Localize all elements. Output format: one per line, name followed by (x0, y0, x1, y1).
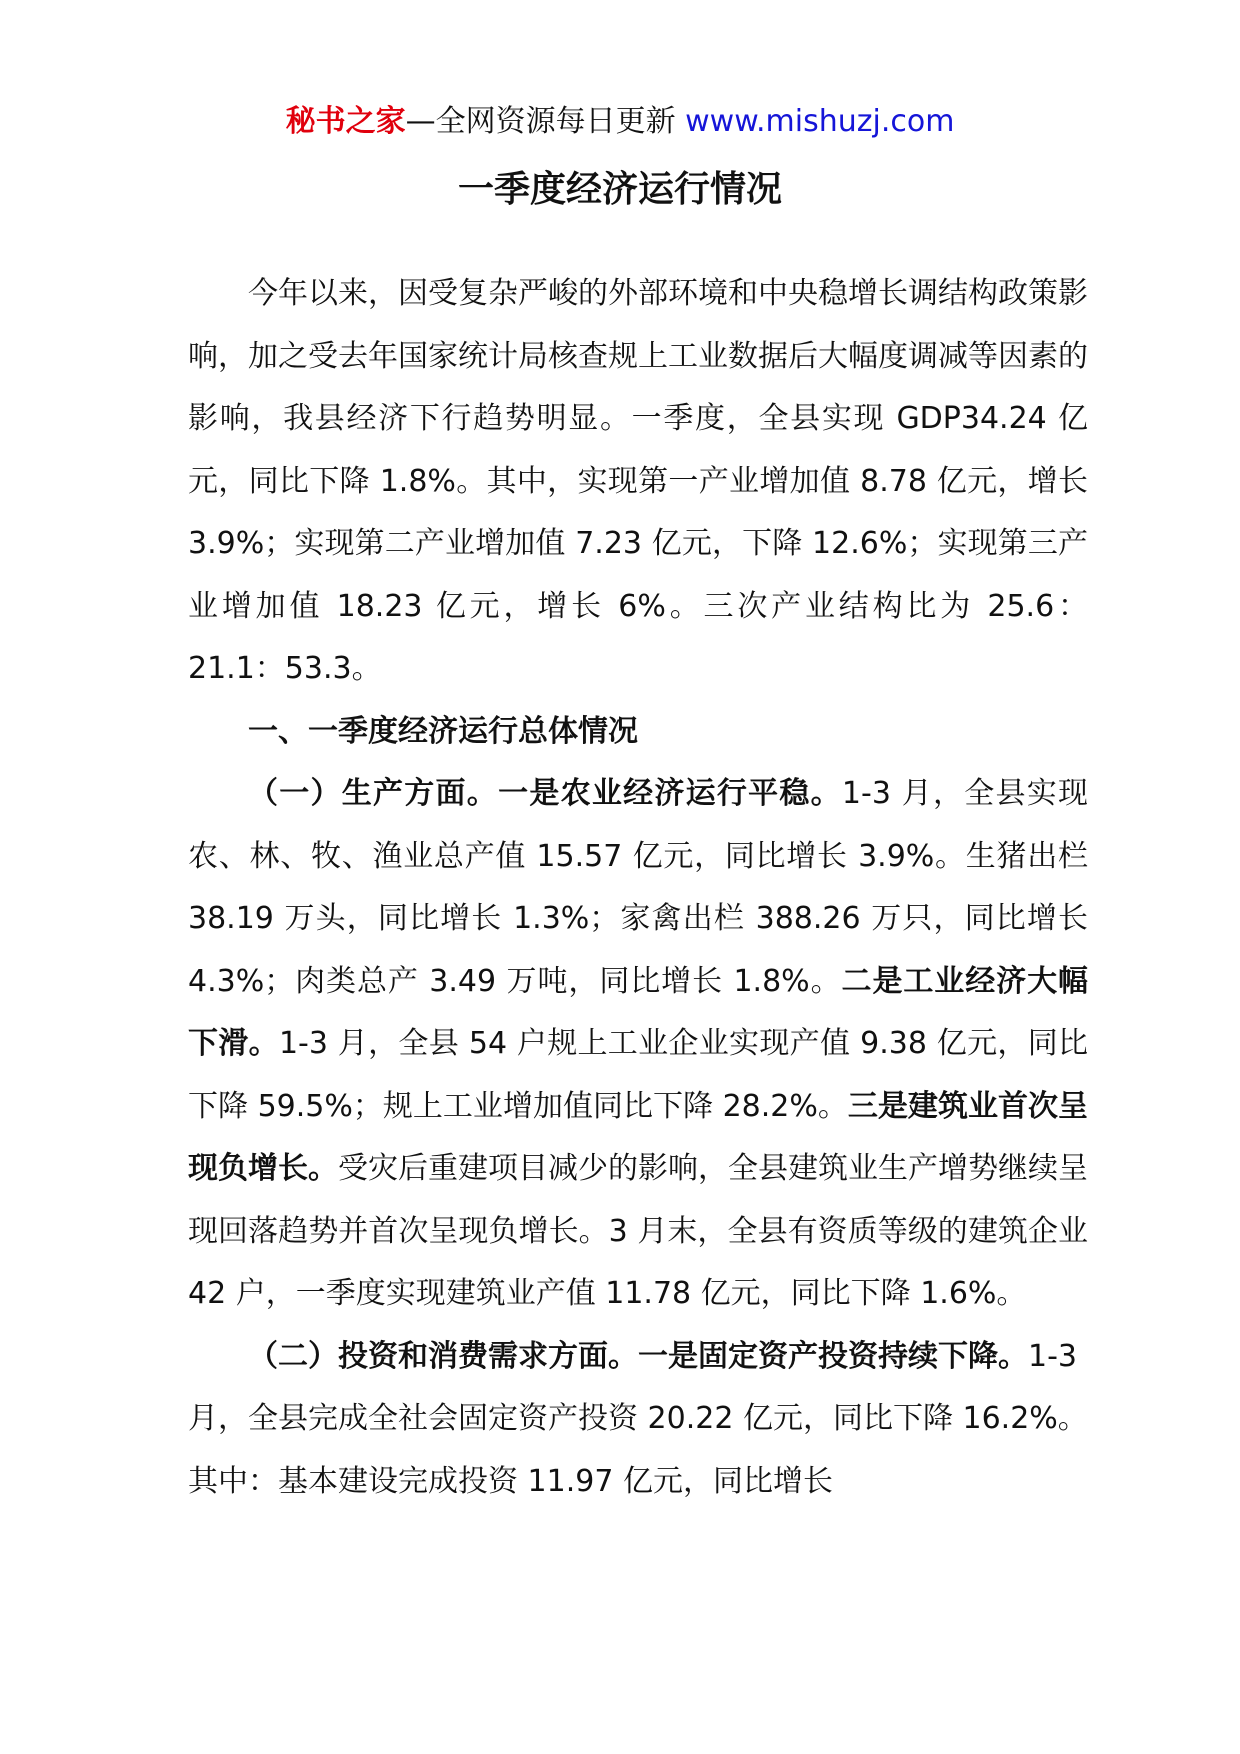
investment-point-1-text: 1-3 月，全县完成全社会固定资产投资 20.22 亿元，同比下降 16.2%。其中：基本建设完成投资 11.97 亿元，同比增长 (188, 1338, 1088, 1499)
header-tagline: —全网资源每日更新 (405, 104, 686, 139)
brand-name: 秘书之家 (285, 104, 406, 139)
document-title: 一季度经济运行情况 (457, 169, 782, 210)
investment-point-1-heading: 一是固定资产投资持续下降。 (638, 1338, 1028, 1374)
site-url-link[interactable]: www.mishuzj.com (685, 104, 955, 139)
section-1-heading: 一、一季度经济运行总体情况 (248, 713, 638, 749)
production-paragraph (188, 763, 1088, 1326)
investment-heading: （二）投资和消费需求方面。 (248, 1338, 638, 1374)
production-heading: （一）生产方面。 (248, 776, 499, 811)
section-heading (188, 701, 1088, 764)
intro-paragraph: 今年以来，因受复杂严峻的外部环境和中央稳增长调结构政策影响，加之受去年国家统计局核查规上工业数据后大幅度调减等因素的影响，我县经济下行趋势明显。一季度，全县实现 GDP34.24 亿元，同比下降 1.8%。其中，实现第一产业增加值 8.78 亿元，增长 3.9%；实现第二产业增加值 7.23 亿元，下降 12.6%；实现第三产业增加值 18.23 亿元，增长 6%。三次产业结构比为 25.6：21.1：53.3。 (188, 276, 1088, 686)
site-header (0, 102, 1240, 142)
production-point-1-heading: 一是农业经济运行平稳。 (498, 776, 842, 811)
production-point-3-text: 受灾后重建项目减少的影响，全县建筑业生产增势继续呈现回落趋势并首次呈现负增长。3 月末，全县有资质等级的建筑企业 42 户，一季度实现建筑业产值 11.78 亿元，同比下降 1.6%。 (188, 1151, 1088, 1311)
production-point-3-heading: 三是建筑业首次呈现负增长。 (188, 1088, 1088, 1186)
document-body (188, 263, 1088, 1513)
investment-paragraph (188, 1326, 1088, 1514)
production-point-1-text: 1-3 月，全县实现农、林、牧、渔业总产值 15.57 亿元，同比增长 3.9%。生猪出栏 38.19 万头，同比增长 1.3%；家禽出栏 388.26 万只，同比增长 4.3%；肉类总产 3.49 万吨，同比增长 1.8%。 (188, 776, 1089, 999)
production-point-2-text: 1-3 月，全县 54 户规上工业企业实现产值 9.38 亿元，同比下降 59.5%；规上工业增加值同比下降 28.2%。 (188, 1026, 1089, 1124)
production-point-2-heading: 二是工业经济大幅下滑。 (188, 963, 1088, 1061)
